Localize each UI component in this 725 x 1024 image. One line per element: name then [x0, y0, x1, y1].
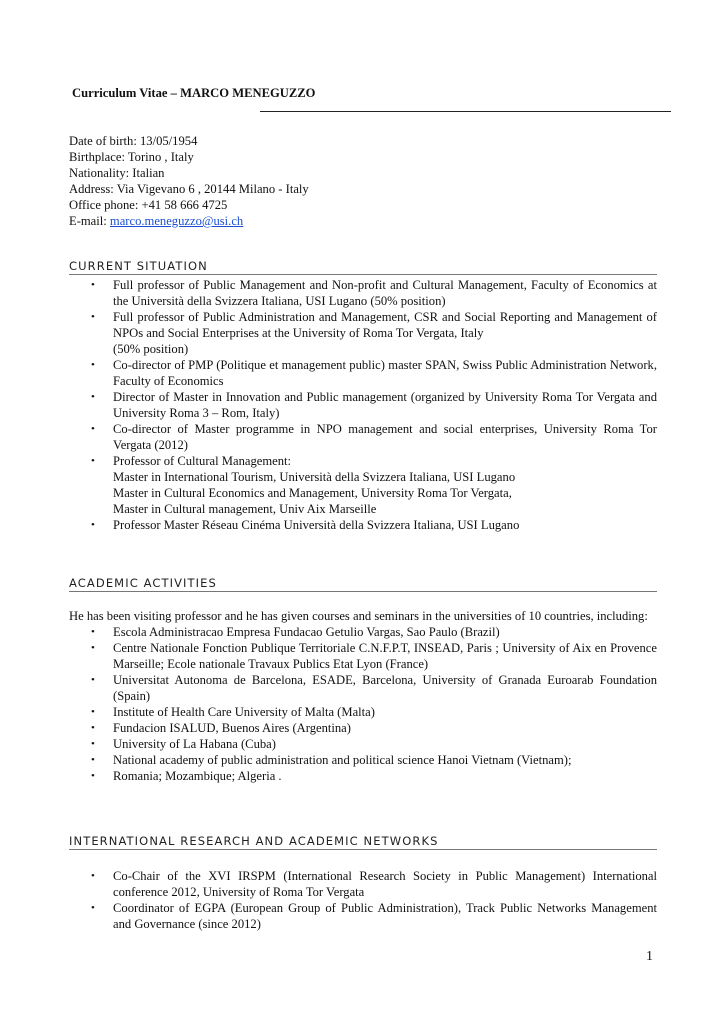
- list-item: • Director of Master in Innovation and Public management (organized by University Roma Tor Vergata and University Roma 3 – Rom, Italy): [91, 390, 657, 420]
- current-situation-list: [69, 277, 657, 533]
- bullet-icon: •: [91, 738, 95, 750]
- bullet-icon: •: [91, 455, 95, 467]
- address: Address: Via Vigevano 6 , 20144 Milano - Italy: [69, 182, 309, 196]
- section-heading-research-networks: INTERNATIONAL RESEARCH AND ACADEMIC NETWORKS: [69, 834, 657, 850]
- list-item: • University of La Habana (Cuba): [91, 737, 276, 751]
- list-item: • Co-director of Master programme in NPO management and social enterprises, University Roma Tor Vergata (2012): [91, 422, 657, 452]
- list-item: • Institute of Health Care University of Malta (Malta): [91, 705, 375, 719]
- bullet-icon: •: [91, 754, 95, 766]
- list-item: • Co-director of PMP (Politique et management public) master SPAN, Swiss Public Administration Network, Faculty of Economics: [91, 358, 657, 388]
- list-item: • Universitat Autonoma de Barcelona, ESADE, Barcelona, University of Granada Euroarab Foundation (Spain): [91, 673, 657, 703]
- list-item: • Full professor of Public Administration and Management, CSR and Social Reporting and Management of NPOs and Social Enterprises at the University of Roma Tor Vergata, Italy (50% position): [91, 310, 657, 356]
- list-item: • Coordinator of EGPA (European Group of Public Administration), Track Public Networks Management and Governance (since 2012): [91, 901, 657, 931]
- birthplace: Birthplace: Torino , Italy: [69, 150, 194, 164]
- bullet-icon: •: [91, 279, 95, 291]
- current-situation-section: [69, 259, 657, 533]
- list-item: • Professor Master Réseau Cinéma Università della Svizzera Italiana, USI Lugano: [91, 518, 520, 532]
- page-number: 1: [646, 949, 653, 964]
- list-item: • Full professor of Public Management and Non-profit and Cultural Management, Faculty of Economics at the Università della Svizzera Italiana, USI Lugano (50% position): [91, 278, 657, 308]
- list-item: • Professor of Cultural Management: Master in International Tourism, Università della Svizzera Italiana, USI Lugano Master in Cultural Economics and Management, University Roma Tor Vergata, Master in Cultural management, Univ Aix Marseille: [91, 454, 516, 516]
- list-item: • Escola Administracao Empresa Fundacao Getulio Vargas, Sao Paulo (Brazil): [91, 625, 500, 639]
- personal-details: [69, 133, 659, 229]
- bullet-icon: •: [91, 870, 95, 882]
- list-item: • Fundacion ISALUD, Buenos Aires (Argentina): [91, 721, 351, 735]
- bullet-icon: •: [91, 642, 95, 654]
- list-item: • National academy of public administration and political science Hanoi Vietnam (Vietnam);: [91, 753, 572, 767]
- email-label: E-mail:: [69, 214, 110, 228]
- bullet-icon: •: [91, 902, 95, 914]
- email-row: [69, 213, 659, 229]
- title-underline: [260, 111, 671, 112]
- bullet-icon: •: [91, 674, 95, 686]
- bullet-icon: •: [91, 706, 95, 718]
- bullet-icon: •: [91, 770, 95, 782]
- bullet-icon: •: [91, 626, 95, 638]
- list-item: • Centre Nationale Fonction Publique Territoriale C.N.F.P.T, INSEAD, Paris ; University of Aix en Provence Marseille; Ecole nationale Travaux Publics Etat Lyon (France): [91, 641, 657, 671]
- research-networks-section: [69, 834, 657, 932]
- office-phone: Office phone: +41 58 666 4725: [69, 198, 228, 212]
- bullet-icon: •: [91, 359, 95, 371]
- academic-intro: He has been visiting professor and he has given courses and seminars in the universities of 10 countries, including:: [69, 609, 648, 623]
- list-item: • Romania; Mozambique; Algeria .: [91, 769, 282, 783]
- bullet-icon: •: [91, 391, 95, 403]
- bullet-icon: •: [91, 311, 95, 323]
- academic-activities-list: [69, 624, 657, 784]
- academic-activities-section: [69, 576, 657, 784]
- list-item: • Co-Chair of the XVI IRSPM (International Research Society in Public Management) International conference 2012, University of Roma Tor Vergata: [91, 869, 657, 899]
- date-of-birth: Date of birth: 13/05/1954: [69, 134, 198, 148]
- email-link[interactable]: marco.meneguzzo@usi.ch: [109, 214, 244, 228]
- section-heading-current-situation: CURRENT SITUATION: [69, 259, 657, 275]
- bullet-icon: •: [91, 519, 95, 531]
- document-title: Curriculum Vitae – MARCO MENEGUZZO: [72, 86, 316, 100]
- bullet-icon: •: [91, 722, 95, 734]
- bullet-icon: •: [91, 423, 95, 435]
- research-networks-list: [69, 868, 657, 932]
- section-heading-academic-activities: ACADEMIC ACTIVITIES: [69, 576, 657, 592]
- nationality: Nationality: Italian: [69, 166, 165, 180]
